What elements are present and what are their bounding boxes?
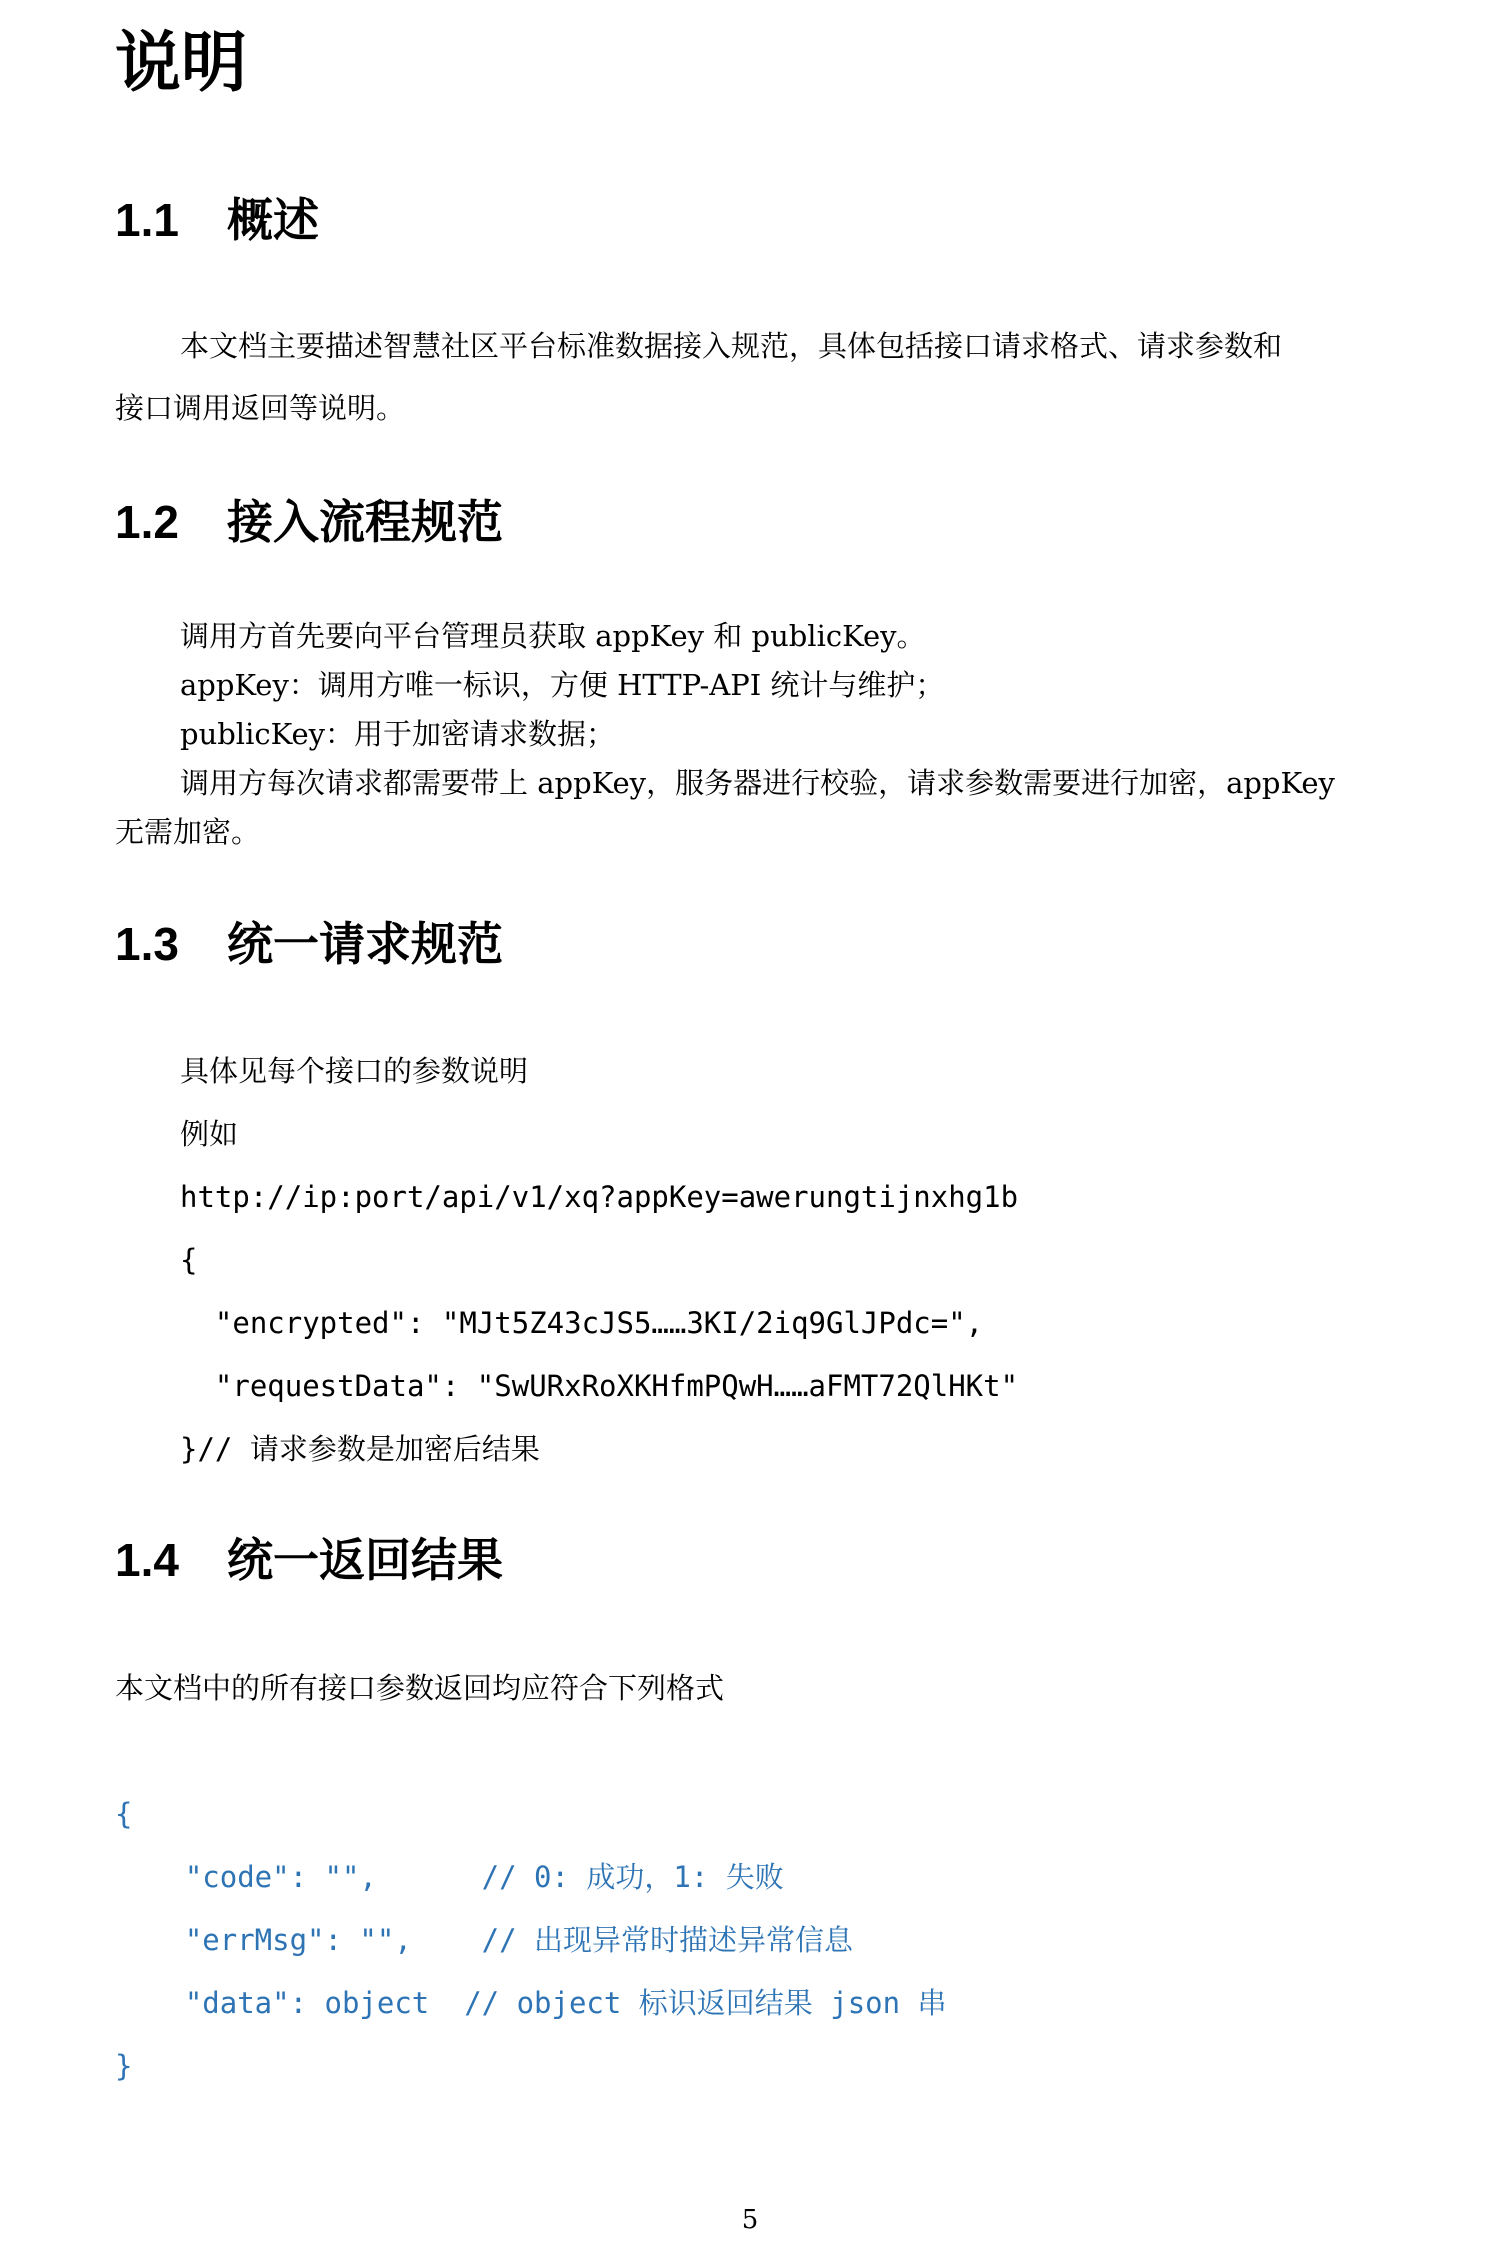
section-number: 1.3 bbox=[115, 918, 179, 970]
paragraph: 调用方每次请求都需要带上 appKey，服务器进行校验，请求参数需要进行加密，appKey bbox=[180, 766, 1335, 800]
code-line: }// 请求参数是加密后结果 bbox=[180, 1432, 540, 1466]
page-title: 说明 bbox=[115, 24, 247, 101]
code-line: "requestData": "SwURxRoXKHfmPQwH……aFMT72QlHKt" bbox=[180, 1369, 1019, 1403]
code-line: "errMsg": "", // 出现异常时描述异常信息 bbox=[115, 1923, 854, 1957]
section-number: 1.1 bbox=[115, 194, 179, 246]
section-number: 1.4 bbox=[115, 1534, 179, 1586]
code-line: "code": "", // 0: 成功，1: 失败 bbox=[115, 1860, 784, 1894]
paragraph: 无需加密。 bbox=[115, 815, 261, 849]
code-line: { bbox=[115, 1797, 133, 1831]
paragraph: 本文档主要描述智慧社区平台标准数据接入规范，具体包括接口请求格式、请求参数和 bbox=[180, 329, 1283, 363]
paragraph: 本文档中的所有接口参数返回均应符合下列格式 bbox=[115, 1671, 725, 1705]
code-line: "encrypted": "MJt5Z43cJS5……3KI/2iq9GlJPdc=", bbox=[180, 1306, 984, 1340]
section-heading-1-1 bbox=[115, 190, 319, 250]
section-heading-1-2 bbox=[115, 492, 503, 552]
section-number: 1.2 bbox=[115, 496, 179, 548]
paragraph: publicKey：用于加密请求数据； bbox=[180, 717, 616, 751]
paragraph: 例如 bbox=[180, 1117, 239, 1151]
paragraph: 具体见每个接口的参数说明 bbox=[180, 1054, 529, 1088]
section-title: 统一返回结果 bbox=[227, 1534, 503, 1586]
paragraph: appKey：调用方唯一标识，方便 HTTP-API 统计与维护； bbox=[180, 668, 945, 702]
page-number: 5 bbox=[741, 2205, 759, 2235]
section-title: 概述 bbox=[227, 194, 319, 246]
code-line: "data": object // object 标识返回结果 json 串 bbox=[115, 1986, 947, 2020]
section-heading-1-3 bbox=[115, 914, 503, 974]
section-title: 接入流程规范 bbox=[227, 496, 503, 548]
paragraph: 接口调用返回等说明。 bbox=[115, 391, 406, 425]
paragraph: 调用方首先要向平台管理员获取 appKey 和 publicKey。 bbox=[180, 619, 926, 653]
section-title: 统一请求规范 bbox=[227, 918, 503, 970]
section-heading-1-4 bbox=[115, 1530, 503, 1590]
code-line: } bbox=[115, 2049, 133, 2083]
code-line: { bbox=[180, 1243, 198, 1277]
example-url: http://ip:port/api/v1/xq?appKey=awerungtijnxhg1b bbox=[180, 1180, 1019, 1214]
